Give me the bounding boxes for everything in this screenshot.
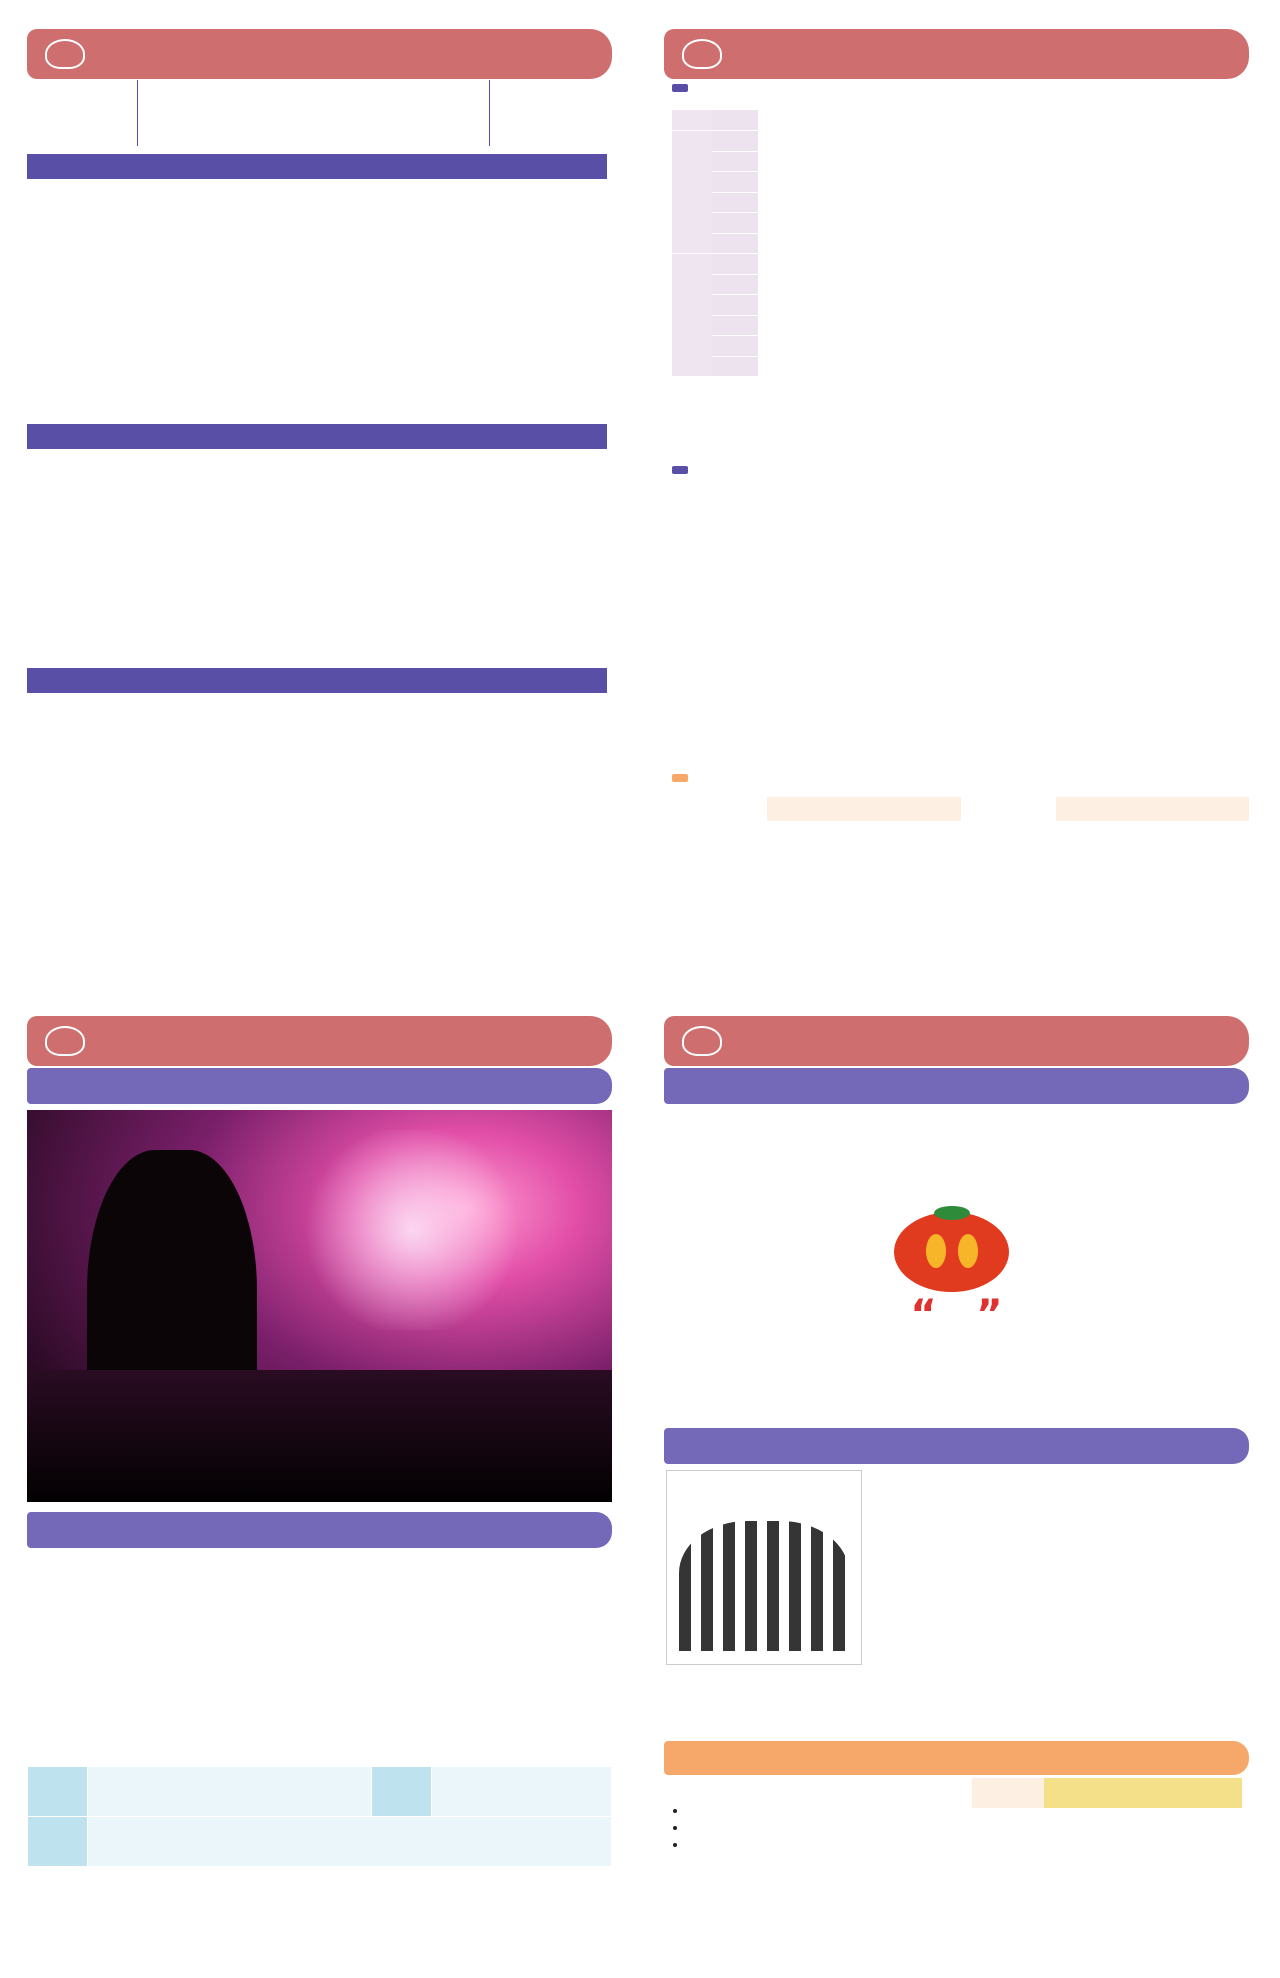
sg-cell bbox=[830, 151, 862, 172]
roster-value bbox=[88, 1817, 612, 1867]
sg-cell bbox=[830, 295, 862, 316]
evangelism-desc bbox=[674, 1800, 929, 1853]
eden-logo-icon bbox=[682, 1026, 722, 1056]
sg-cell bbox=[926, 192, 990, 213]
sg-cell bbox=[758, 131, 798, 152]
order-item bbox=[33, 898, 36, 911]
order-item bbox=[33, 546, 36, 559]
right-column bbox=[664, 0, 1249, 1978]
sg-cell bbox=[926, 233, 990, 254]
sg-cell bbox=[712, 131, 758, 152]
sg-cell bbox=[862, 336, 926, 357]
sg-cell bbox=[758, 151, 798, 172]
evan-b2 bbox=[688, 1819, 929, 1836]
sg-cell bbox=[798, 274, 830, 295]
order-row bbox=[27, 898, 612, 923]
worship2-bar bbox=[27, 424, 607, 449]
sg-cell bbox=[990, 315, 1159, 336]
order-item bbox=[33, 454, 36, 467]
sg-cell bbox=[926, 254, 990, 275]
order-row bbox=[27, 376, 612, 400]
sg-cell bbox=[798, 233, 830, 254]
sg-cell bbox=[862, 192, 926, 213]
smallgroups-title bbox=[672, 84, 688, 92]
newfamily-bar bbox=[27, 1512, 612, 1548]
order-row bbox=[27, 328, 612, 352]
sg-cell bbox=[712, 172, 758, 193]
sg-cell bbox=[862, 213, 926, 234]
sg-cell bbox=[758, 110, 798, 131]
sg-cell bbox=[926, 110, 990, 131]
worship1-bar bbox=[27, 154, 607, 179]
order-item bbox=[33, 232, 36, 245]
sg-cell bbox=[798, 336, 830, 357]
sg-cell bbox=[926, 213, 990, 234]
servant-title bbox=[672, 774, 688, 782]
order-item bbox=[33, 208, 36, 221]
sg-cell bbox=[862, 131, 926, 152]
order-row bbox=[27, 723, 612, 748]
sg-cell bbox=[758, 295, 798, 316]
sg-cell bbox=[926, 131, 990, 152]
time-value bbox=[432, 1767, 612, 1817]
sg-cell bbox=[758, 274, 798, 295]
news-header bbox=[664, 29, 1249, 79]
order-item bbox=[33, 923, 36, 936]
sg-cell bbox=[758, 213, 798, 234]
sg-cell bbox=[758, 172, 798, 193]
evangelism-bar bbox=[664, 1741, 1249, 1775]
sg-cell bbox=[758, 192, 798, 213]
order-row bbox=[27, 873, 612, 898]
order-item bbox=[33, 823, 36, 836]
sg-owner bbox=[672, 254, 712, 377]
sv-head-3 bbox=[1152, 797, 1249, 821]
sg-cell bbox=[862, 254, 926, 275]
order-row bbox=[27, 848, 612, 873]
order-row bbox=[27, 576, 612, 607]
sg-cell bbox=[798, 192, 830, 213]
orchestra-image bbox=[666, 1470, 862, 1665]
sv-head-2 bbox=[1056, 797, 1153, 821]
servant-table bbox=[672, 797, 1249, 821]
sg-cell bbox=[830, 110, 862, 131]
sg-cell bbox=[830, 192, 862, 213]
sg-cell bbox=[926, 336, 990, 357]
tomato-icon bbox=[894, 1212, 1009, 1292]
orchestra-bar bbox=[664, 1428, 1249, 1464]
order-row bbox=[27, 773, 612, 798]
sg-cell bbox=[926, 172, 990, 193]
sg-cell bbox=[712, 356, 758, 377]
order-row bbox=[27, 352, 612, 376]
sg-cell bbox=[990, 110, 1159, 131]
order-item bbox=[33, 304, 36, 317]
sg-cell bbox=[758, 254, 798, 275]
tomato-bar bbox=[664, 1068, 1249, 1104]
sg-cell bbox=[830, 131, 862, 152]
sg-cell bbox=[990, 274, 1159, 295]
sg-cell bbox=[862, 233, 926, 254]
order-row bbox=[27, 485, 612, 516]
sg-cell bbox=[830, 315, 862, 336]
place-label bbox=[28, 1767, 88, 1817]
sv-head-1 bbox=[864, 797, 961, 821]
order-item bbox=[33, 256, 36, 269]
evangelism-table bbox=[972, 1778, 1242, 1808]
sg-cell bbox=[798, 131, 830, 152]
sg-cell bbox=[798, 315, 830, 336]
sg-cell bbox=[926, 295, 990, 316]
sg-cell bbox=[990, 213, 1159, 234]
order-row bbox=[27, 637, 612, 668]
order-item bbox=[33, 637, 36, 650]
sg-cell bbox=[862, 110, 926, 131]
sg-cell bbox=[830, 356, 862, 377]
smallgroups-table bbox=[672, 110, 1249, 377]
order-row bbox=[27, 798, 612, 823]
order-row bbox=[27, 184, 612, 208]
eden-logo-icon bbox=[45, 39, 85, 69]
sg-cell bbox=[798, 172, 830, 193]
sg-cell bbox=[712, 233, 758, 254]
ev-head-date bbox=[972, 1778, 1044, 1808]
youth-concert-image bbox=[27, 1110, 612, 1502]
evan-b1 bbox=[688, 1802, 929, 1819]
sg-cell bbox=[758, 336, 798, 357]
sg-cell bbox=[758, 233, 798, 254]
sg-cell bbox=[862, 151, 926, 172]
sg-cell bbox=[990, 295, 1159, 316]
order-item bbox=[33, 848, 36, 861]
order-item bbox=[33, 352, 36, 365]
tomato-slogan: “ ” bbox=[910, 1292, 1003, 1338]
order-row bbox=[27, 232, 612, 256]
order-row bbox=[27, 208, 612, 232]
order-item bbox=[33, 748, 36, 761]
sg-cell bbox=[990, 151, 1159, 172]
sg-cell bbox=[862, 315, 926, 336]
ev-head-team bbox=[1044, 1778, 1242, 1808]
order-item bbox=[33, 328, 36, 341]
time-label bbox=[372, 1767, 432, 1817]
missionary-list bbox=[1159, 110, 1249, 377]
order-item bbox=[33, 184, 36, 197]
service-header bbox=[27, 29, 612, 79]
sg-cell bbox=[758, 356, 798, 377]
order-row bbox=[27, 923, 612, 948]
order-row bbox=[27, 823, 612, 848]
eden-logo-icon bbox=[682, 39, 722, 69]
sg-cell bbox=[990, 356, 1159, 377]
sg-cell bbox=[712, 151, 758, 172]
newfamily-info-table bbox=[27, 1766, 612, 1867]
order-row bbox=[27, 515, 612, 546]
order-item bbox=[33, 485, 36, 498]
offerings-title bbox=[672, 466, 688, 474]
sg-cell bbox=[926, 315, 990, 336]
sg-cell bbox=[926, 274, 990, 295]
order-item bbox=[33, 280, 36, 293]
sg-cell bbox=[758, 315, 798, 336]
sg-owner bbox=[672, 110, 712, 131]
sg-cell bbox=[830, 254, 862, 275]
sv-head-0 bbox=[767, 797, 864, 821]
sg-cell bbox=[830, 213, 862, 234]
order-row bbox=[27, 304, 612, 328]
order-item bbox=[33, 798, 36, 811]
sg-cell bbox=[990, 131, 1159, 152]
sg-cell bbox=[712, 336, 758, 357]
order-item bbox=[33, 698, 36, 711]
order-item bbox=[33, 576, 36, 589]
sg-cell bbox=[798, 110, 830, 131]
order-item bbox=[33, 873, 36, 886]
sg-cell bbox=[712, 274, 758, 295]
sg-cell bbox=[712, 213, 758, 234]
sg-cell bbox=[830, 336, 862, 357]
tomato-header bbox=[664, 1016, 1249, 1066]
sg-cell bbox=[830, 233, 862, 254]
evan-b3 bbox=[688, 1836, 929, 1853]
order-item bbox=[33, 515, 36, 528]
order-row bbox=[27, 256, 612, 280]
order-row bbox=[27, 454, 612, 485]
order-row bbox=[27, 546, 612, 577]
sg-cell bbox=[990, 233, 1159, 254]
order-row bbox=[27, 698, 612, 723]
sg-cell bbox=[712, 295, 758, 316]
order-row bbox=[27, 400, 612, 424]
sg-cell bbox=[798, 151, 830, 172]
sg-cell bbox=[712, 192, 758, 213]
sg-cell bbox=[712, 110, 758, 131]
order-row bbox=[27, 748, 612, 773]
sg-cell bbox=[798, 254, 830, 275]
sg-cell bbox=[862, 356, 926, 377]
order-item bbox=[33, 400, 36, 413]
sg-cell bbox=[798, 213, 830, 234]
youth-header bbox=[27, 1016, 612, 1066]
order-item bbox=[33, 376, 36, 389]
sg-cell bbox=[862, 295, 926, 316]
order-item bbox=[33, 773, 36, 786]
order-item bbox=[33, 607, 36, 620]
sg-cell bbox=[990, 172, 1159, 193]
sg-cell bbox=[798, 295, 830, 316]
worship3-bar bbox=[27, 668, 607, 693]
order-item bbox=[33, 723, 36, 736]
sg-cell bbox=[830, 274, 862, 295]
smallgroup-row bbox=[672, 110, 1249, 131]
eden-logo-icon bbox=[45, 1026, 85, 1056]
sg-cell bbox=[712, 315, 758, 336]
order-row bbox=[27, 280, 612, 304]
order-row bbox=[27, 607, 612, 638]
sg-cell bbox=[926, 356, 990, 377]
sg-cell bbox=[830, 172, 862, 193]
sg-cell bbox=[712, 254, 758, 275]
sg-cell bbox=[990, 254, 1159, 275]
sg-cell bbox=[862, 274, 926, 295]
sg-cell bbox=[990, 336, 1159, 357]
sg-cell bbox=[926, 151, 990, 172]
place-value bbox=[88, 1767, 372, 1817]
sg-owner bbox=[672, 131, 712, 254]
sg-cell bbox=[798, 356, 830, 377]
youth-bar bbox=[27, 1068, 612, 1104]
left-column bbox=[27, 0, 612, 1978]
sg-cell bbox=[990, 192, 1159, 213]
roster-label bbox=[28, 1817, 88, 1867]
message-box bbox=[27, 80, 612, 146]
sg-cell bbox=[862, 172, 926, 193]
